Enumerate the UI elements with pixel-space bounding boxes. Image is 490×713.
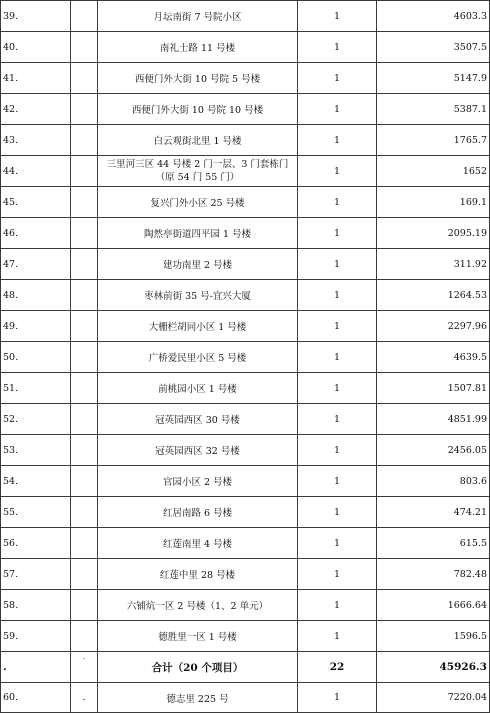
- address-cell: 官园小区 2 号楼: [98, 466, 298, 497]
- address-cell: 广桥爱民里小区 5 号楼: [98, 342, 298, 373]
- address-cell: 红莲南里 4 号楼: [98, 528, 298, 559]
- row-number-cell: 47.: [1, 249, 71, 280]
- area-cell: 4851.99: [377, 404, 490, 435]
- row-number-cell: 56.: [1, 528, 71, 559]
- address-cell: 三里河三区 44 号楼 2 门一层、3 门套栋门（原 54 门 55 门）: [98, 156, 298, 187]
- area-cell: 782.48: [377, 559, 490, 590]
- total-number-cell: .: [1, 652, 71, 683]
- quantity-cell: 1: [298, 156, 377, 187]
- address-cell: 陶然亭街道四平园 1 号楼: [98, 218, 298, 249]
- quantity-cell: 1: [298, 249, 377, 280]
- quantity-cell: 1: [298, 218, 377, 249]
- row-number-cell: 43.: [1, 125, 71, 156]
- total-row: [1, 652, 490, 683]
- area-cell: 1596.5: [377, 621, 490, 652]
- quantity-cell: 1: [298, 497, 377, 528]
- quantity-cell: 1: [298, 590, 377, 621]
- table-row: [1, 156, 490, 187]
- area-cell: 2456.05: [377, 435, 490, 466]
- area-cell: 3507.5: [377, 32, 490, 63]
- row-number-cell: 45.: [1, 187, 71, 218]
- row-number-cell: 57.: [1, 559, 71, 590]
- table-row: [1, 342, 490, 373]
- table-row: [1, 373, 490, 404]
- quantity-cell: 1: [298, 32, 377, 63]
- row-number-cell: 39.: [1, 1, 71, 32]
- address-cell: 红莲中里 28 号楼: [98, 559, 298, 590]
- quantity-cell: 1: [298, 466, 377, 497]
- row-blank-cell: [71, 590, 98, 621]
- row-blank-cell: [71, 559, 98, 590]
- quantity-cell: 1: [298, 342, 377, 373]
- row-blank-cell: [71, 218, 98, 249]
- quantity-cell: 1: [298, 621, 377, 652]
- address-cell: 白云观街北里 1 号楼: [98, 125, 298, 156]
- row-blank-cell: [71, 497, 98, 528]
- table-row: [1, 311, 490, 342]
- row-blank-cell: [71, 435, 98, 466]
- area-cell: 1264.53: [377, 280, 490, 311]
- row-number-cell: 42.: [1, 94, 71, 125]
- quantity-cell: 1: [298, 528, 377, 559]
- row-blank-cell: [71, 466, 98, 497]
- row-number-cell: 49.: [1, 311, 71, 342]
- quantity-cell: 1: [298, 373, 377, 404]
- address-cell: 西便门外大街 10 号院 10 号楼: [98, 94, 298, 125]
- row-number-cell: 52.: [1, 404, 71, 435]
- row-number-cell: 41.: [1, 63, 71, 94]
- area-cell: 615.5: [377, 528, 490, 559]
- table-row: [1, 32, 490, 63]
- table-row: [1, 435, 490, 466]
- address-cell: 大栅栏胡同小区 1 号楼: [98, 311, 298, 342]
- area-cell: 1507.81: [377, 373, 490, 404]
- area-cell: 5147.9: [377, 63, 490, 94]
- address-cell: 枣林前街 35 号-宜兴大厦: [98, 280, 298, 311]
- quantity-cell: 1: [298, 559, 377, 590]
- row-number-cell: 44.: [1, 156, 71, 187]
- table-row: [1, 94, 490, 125]
- row-blank-cell: [71, 32, 98, 63]
- address-cell: 复兴门外小区 25 号楼: [98, 187, 298, 218]
- row-blank-cell: [71, 528, 98, 559]
- table-row: [1, 590, 490, 621]
- quantity-cell: 1: [298, 187, 377, 218]
- row-number-cell: 50.: [1, 342, 71, 373]
- area-cell: 803.6: [377, 466, 490, 497]
- quantity-cell: 1: [298, 404, 377, 435]
- address-cell: 冠英园西区 30 号楼: [98, 404, 298, 435]
- address-cell: 冠英园西区 32 号楼: [98, 435, 298, 466]
- table-row: [1, 63, 490, 94]
- row-blank-cell: [71, 63, 98, 94]
- row-blank-cell: [71, 249, 98, 280]
- row-blank-cell: [71, 125, 98, 156]
- row-blank-cell: [71, 187, 98, 218]
- area-cell: 4639.5: [377, 342, 490, 373]
- table-body: [1, 1, 490, 713]
- row-blank-cell: [71, 280, 98, 311]
- address-cell: 建功南里 2 号楼: [98, 249, 298, 280]
- area-cell: 2095.19: [377, 218, 490, 249]
- table-row: [1, 125, 490, 156]
- quantity-cell: 1: [298, 311, 377, 342]
- row-blank-cell: [71, 621, 98, 652]
- area-cell: 2297.96: [377, 311, 490, 342]
- area-cell: 4603.3: [377, 1, 490, 32]
- area-cell: 169.1: [377, 187, 490, 218]
- total-blank-cell: .: [71, 652, 98, 683]
- row-blank-cell: [71, 1, 98, 32]
- address-cell: 德志里 225 号: [98, 683, 298, 713]
- table-row: [1, 683, 490, 713]
- row-blank-cell: [71, 342, 98, 373]
- row-blank-cell: [71, 156, 98, 187]
- row-number-cell: 55.: [1, 497, 71, 528]
- address-cell: 月坛南街 7 号院小区: [98, 1, 298, 32]
- table-row: [1, 621, 490, 652]
- address-cell: 西便门外大街 10 号院 5 号楼: [98, 63, 298, 94]
- quantity-cell: 1: [298, 1, 377, 32]
- row-blank-cell: [71, 94, 98, 125]
- table-row: [1, 218, 490, 249]
- area-cell: 1652: [377, 156, 490, 187]
- row-number-cell: 46.: [1, 218, 71, 249]
- table-row: [1, 187, 490, 218]
- row-number-cell: 40.: [1, 32, 71, 63]
- area-cell: 474.21: [377, 497, 490, 528]
- address-cell: 六铺炕一区 2 号楼（1、2 单元）: [98, 590, 298, 621]
- table-row: [1, 249, 490, 280]
- quantity-cell: 1: [298, 125, 377, 156]
- quantity-cell: 1: [298, 683, 377, 713]
- table-row: [1, 1, 490, 32]
- area-cell: 1666.64: [377, 590, 490, 621]
- quantity-cell: 1: [298, 280, 377, 311]
- row-number-cell: 48.: [1, 280, 71, 311]
- row-number-cell: 58.: [1, 590, 71, 621]
- row-number-cell: 59.: [1, 621, 71, 652]
- row-blank-cell: .: [71, 683, 98, 713]
- row-blank-cell: [71, 404, 98, 435]
- area-cell: 1765.7: [377, 125, 490, 156]
- address-cell: 德胜里一区 1 号楼: [98, 621, 298, 652]
- row-blank-cell: [71, 311, 98, 342]
- row-number-cell: 60.: [1, 683, 71, 713]
- total-area-cell: 45926.3: [377, 652, 490, 683]
- row-number-cell: 53.: [1, 435, 71, 466]
- total-label-cell: 合计（20 个项目）: [98, 652, 298, 683]
- table-row: [1, 497, 490, 528]
- area-cell: 5387.1: [377, 94, 490, 125]
- address-cell: 红居南路 6 号楼: [98, 497, 298, 528]
- table-row: [1, 559, 490, 590]
- row-number-cell: 51.: [1, 373, 71, 404]
- address-cell: 前桃园小区 1 号楼: [98, 373, 298, 404]
- area-cell: 7220.04: [377, 683, 490, 713]
- quantity-cell: 1: [298, 435, 377, 466]
- table-row: [1, 404, 490, 435]
- address-cell: 南礼士路 11 号楼: [98, 32, 298, 63]
- table-row: [1, 280, 490, 311]
- quantity-cell: 1: [298, 63, 377, 94]
- table-row: [1, 528, 490, 559]
- row-blank-cell: [71, 373, 98, 404]
- quantity-cell: 1: [298, 94, 377, 125]
- total-quantity-cell: 22: [298, 652, 377, 683]
- area-cell: 311.92: [377, 249, 490, 280]
- table-row: [1, 466, 490, 497]
- row-number-cell: 54.: [1, 466, 71, 497]
